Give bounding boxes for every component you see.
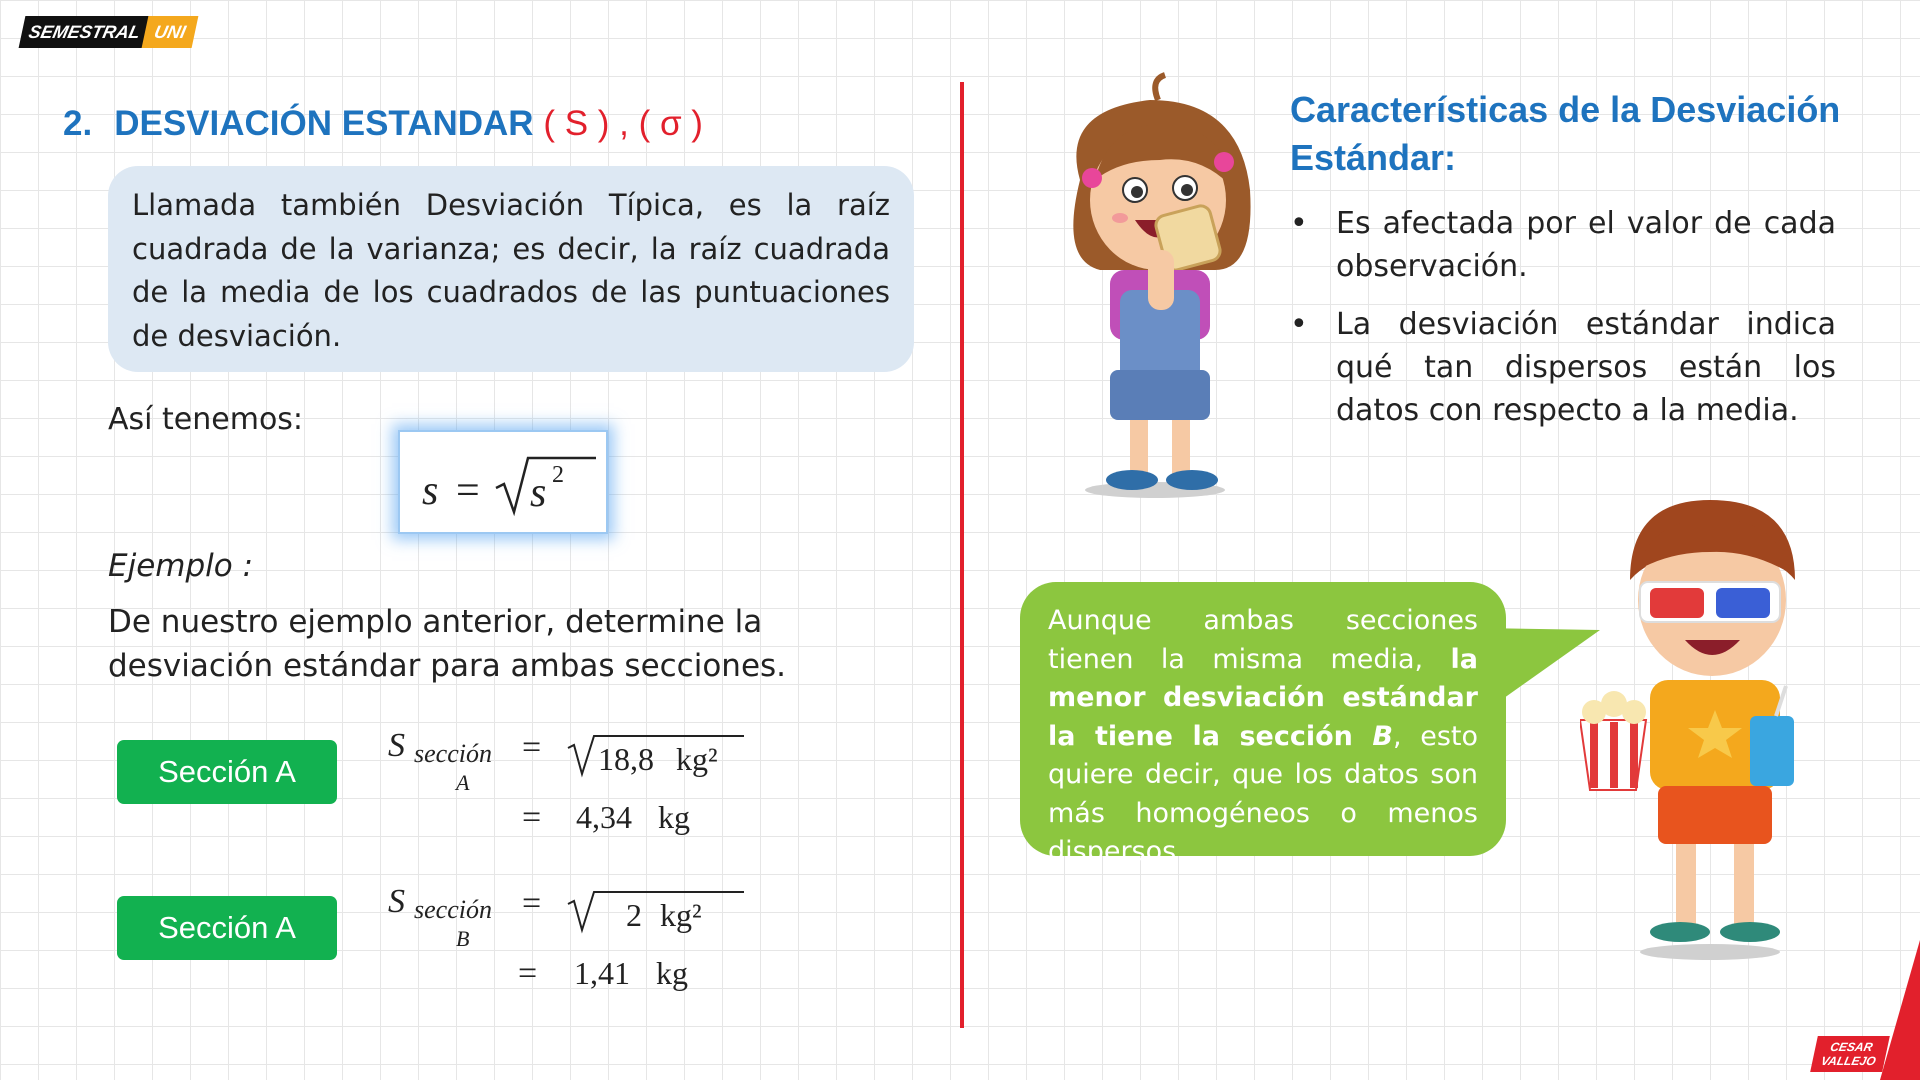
- section-b-formula: [388, 884, 748, 1004]
- section-heading: DESVIACIÓN ESTANDAR: [114, 104, 534, 143]
- section-b-formula-svg: [388, 884, 748, 1004]
- radicand-unit: kg²: [676, 741, 718, 777]
- section-symbols: ( S ) , ( σ ): [543, 104, 703, 143]
- bullet-icon: •: [1290, 307, 1308, 342]
- result-unit: kg: [656, 955, 688, 991]
- intro-label: Así tenemos:: [108, 402, 304, 437]
- radicand-value: 18,8: [598, 741, 654, 777]
- section-a-formula-svg: [388, 728, 748, 848]
- bubble-text-bold: la menor desviación estándar la tiene la sección: [1048, 643, 1478, 752]
- bullet-icon: •: [1290, 206, 1308, 241]
- list-item-text: Es afectada por el valor de cada observación.: [1336, 206, 1836, 284]
- square-root-icon: [568, 736, 744, 774]
- sigma-symbol: S: [388, 884, 405, 920]
- formula-radicand: s: [530, 470, 547, 516]
- equals-sign: =: [522, 799, 542, 836]
- equals-sign: =: [522, 729, 542, 766]
- speech-bubble: [1020, 582, 1506, 867]
- result-unit: kg: [658, 799, 690, 835]
- sigma-symbol: S: [388, 728, 405, 764]
- section-a-button[interactable]: Sección A: [117, 740, 337, 804]
- brand-line-1: CESAR: [1828, 1040, 1874, 1054]
- cesar-vallejo-logo: [1810, 1036, 1890, 1072]
- list-item: [1290, 303, 1836, 432]
- bubble-text-bold-italic: B: [1372, 720, 1393, 752]
- subscript-letter: B: [456, 926, 470, 951]
- formula-equals: =: [456, 468, 480, 514]
- equals-sign: =: [518, 955, 538, 992]
- subscript-label: sección: [414, 895, 492, 924]
- list-item-text: La desviación estándar indica qué tan dispersos están los datos con respecto a la media.: [1336, 307, 1836, 428]
- vertical-divider: [960, 82, 964, 1028]
- formula-lhs: s: [422, 468, 439, 514]
- uni-logo: [142, 16, 199, 48]
- characteristics-list: [1290, 202, 1836, 447]
- radicand-value: 2: [626, 897, 642, 933]
- bubble-text-1: Aunque ambas secciones tienen la misma media,: [1048, 605, 1478, 675]
- section-b-button[interactable]: Sección A: [117, 896, 337, 960]
- characteristics-title: Características de la Desviación Estándar:: [1290, 89, 1841, 178]
- subscript-label: sección: [414, 739, 492, 768]
- definition-box: [108, 166, 914, 372]
- formula-box: [398, 430, 608, 534]
- square-root-icon: [568, 892, 744, 930]
- corner-stripe: [1880, 940, 1920, 1080]
- semestral-logo: [19, 16, 151, 48]
- girl-illustration: [1040, 70, 1270, 500]
- example-text: De nuestro ejemplo anterior, determine la desviación estándar para ambas secciones.: [108, 604, 787, 684]
- formula-exponent: 2: [552, 462, 564, 488]
- section-number: 2.: [63, 104, 93, 143]
- example-label: Ejemplo :: [108, 548, 254, 584]
- brand-line-2: VALLEJO: [1819, 1054, 1878, 1068]
- logo-uni-text: UNI: [152, 22, 188, 42]
- bubble-text-2: , esto quiere decir, que los datos son más homogéneos o menos dispersos.: [1048, 720, 1478, 867]
- equals-sign: =: [522, 885, 542, 922]
- logo-text: SEMESTRAL: [26, 22, 143, 42]
- list-item: [1290, 202, 1836, 288]
- subscript-letter: A: [456, 770, 470, 795]
- definition-text: Llamada también Desviación Típica, es la raíz cuadrada de la varianza; es decir, la raíz cuadrada de la media de los cuadrados de las puntuaciones de desviación.: [132, 188, 890, 353]
- result-value: 4,34: [576, 799, 632, 835]
- section-title: [63, 104, 703, 144]
- result-value: 1,41: [574, 955, 630, 991]
- radicand-unit: kg²: [660, 897, 702, 933]
- boy-illustration: [1580, 490, 1820, 960]
- section-a-formula: [388, 728, 748, 848]
- formula-svg: [400, 432, 606, 532]
